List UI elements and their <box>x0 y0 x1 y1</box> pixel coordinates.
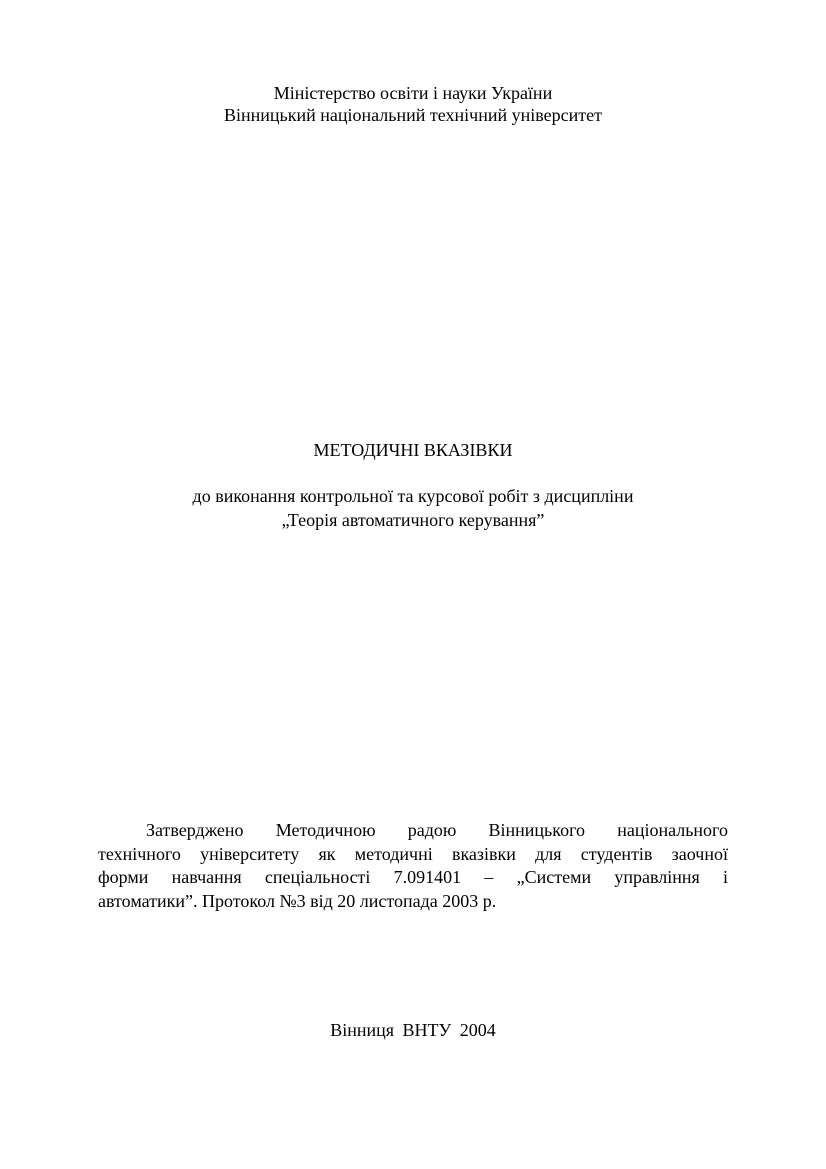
university-name: Вінницький національний технічний університет <box>224 105 602 125</box>
approval-line-4: автоматики”. Протокол №3 від 20 листопада 2003 р. <box>98 890 497 911</box>
document-title: МЕТОДИЧНІ ВКАЗІВКИ <box>313 440 513 460</box>
ministry-name: Міністерство освіти і науки України <box>273 83 553 103</box>
place-and-year: Вінниця ВНТУ 2004 <box>330 1020 496 1040</box>
course-name: „Теорія автоматичного керування” <box>281 510 545 530</box>
approval-line-1: Затверджено Методичною радою Вінницького національного <box>146 820 728 840</box>
approval-line-2: технічного університету як методичні вказівки для студентів заочної <box>98 843 728 864</box>
approval-note <box>98 819 728 913</box>
approval-line-3: форми навчання спеціальності 7.091401 – „Системи управління і <box>98 867 728 887</box>
document-purpose-line-1: до виконання контрольної та курсової робіт з дисципліни <box>192 486 634 506</box>
